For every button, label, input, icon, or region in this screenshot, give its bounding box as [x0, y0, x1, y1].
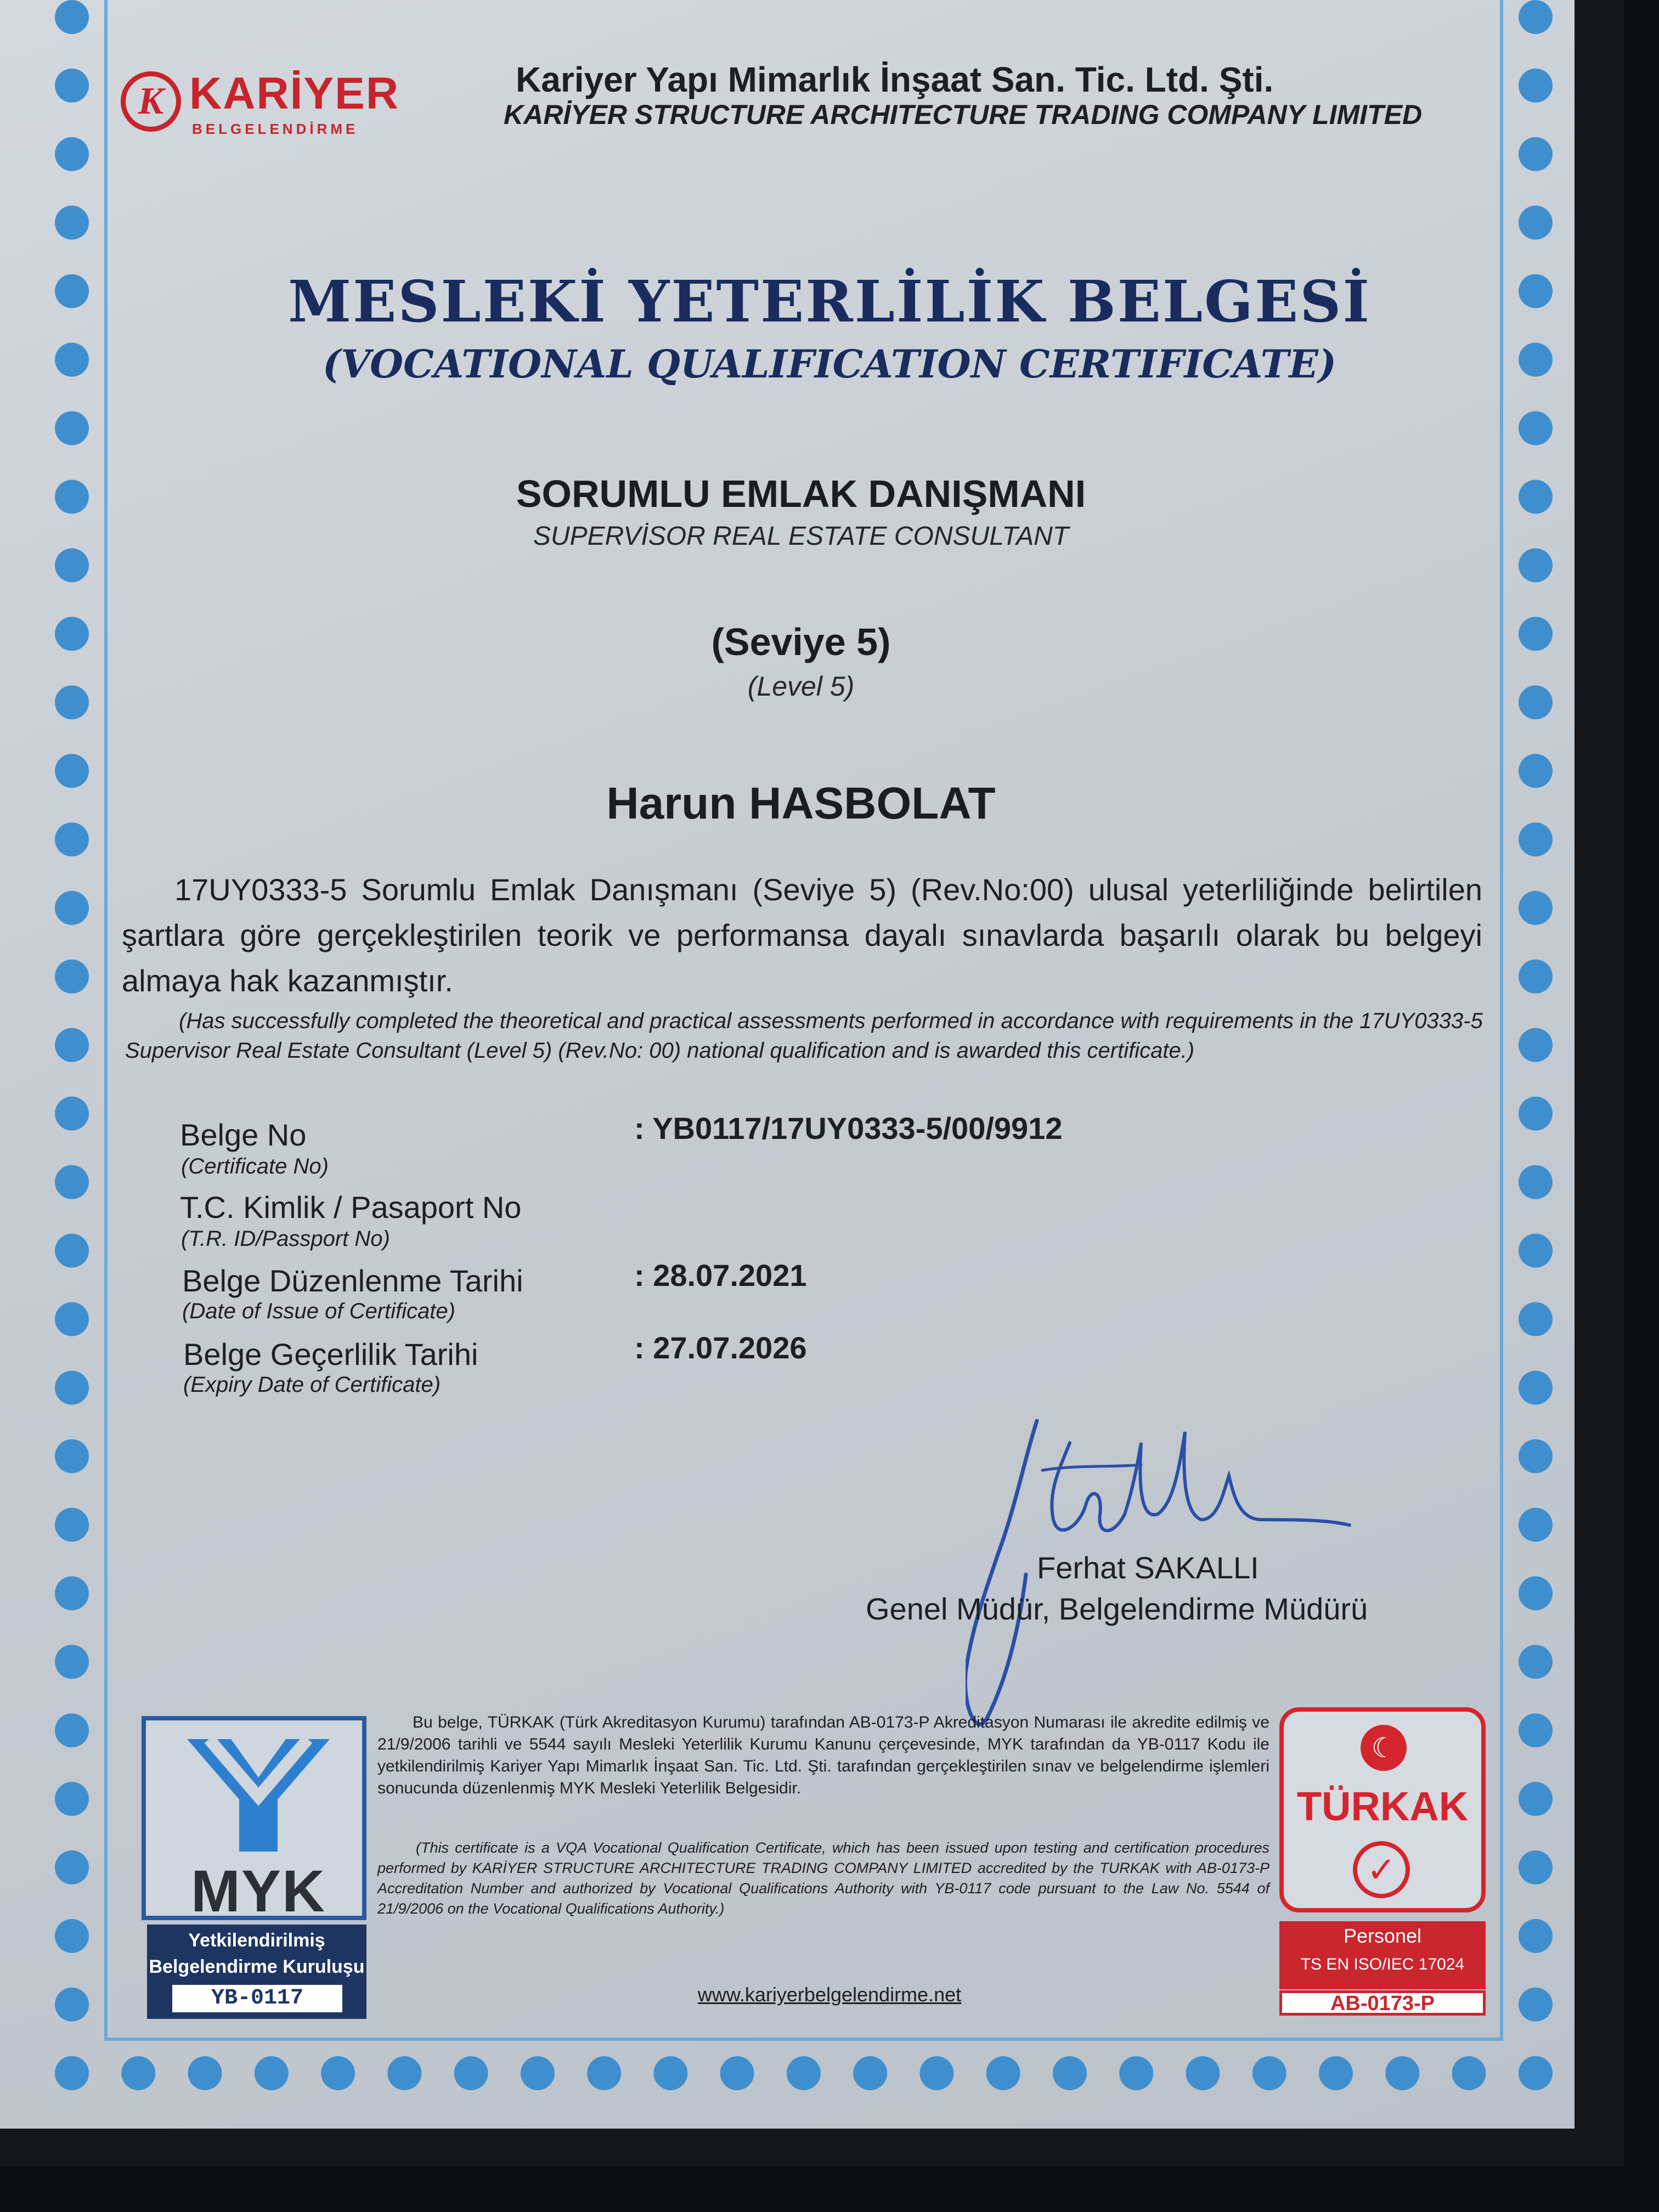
accreditation-en: (This certificate is a VQA Vocational Qualification Certificate, which has been issued upon testing and certification procedures performed by KARİYER STRUCTURE ARCHITECTURE TRADING COMPANY LIMITED accredited by the TURKAK with AB-0173-P Accreditation Number and authorized by Vocational Qualifications Authority with YB-0117 code pursuant to the Law No. 5544 of 21/9/2006 on the Vocational Qualifications Authority.): [377, 1839, 1269, 1917]
certificate-subtitle: (VOCATIONAL QUALIFICATION CERTIFICATE): [322, 341, 1337, 387]
field-sub-expiry-date: (Expiry Date of Certificate): [183, 1373, 441, 1397]
turkak-code: AB-0173-P: [1279, 1990, 1486, 2016]
turkish-flag-icon: ☾: [1361, 1725, 1407, 1771]
field-sub-id-no: (T.R. ID/Passport No): [181, 1227, 390, 1251]
field-label-certificate-no: Belge No: [180, 1118, 307, 1152]
holder-name: Harun HASBOLAT: [606, 778, 996, 828]
field-value-expiry-date: : 27.07.2026: [634, 1330, 807, 1365]
turkak-logo-box: [1279, 1707, 1486, 1912]
myk-code: YB-0117: [172, 1985, 342, 2012]
turkak-word: TÜRKAK: [1296, 1784, 1469, 1829]
field-sub-issue-date: (Date of Issue of Certificate): [182, 1299, 455, 1323]
myk-band-line2: Belgelendirme Kuruluşu: [149, 1956, 365, 1977]
kariyer-logo-word: KARİYER: [189, 69, 400, 119]
accreditation-tr: Bu belge, TÜRKAK (Türk Akreditasyon Kurumu) tarafından AB-0173-P Akreditasyon Numarası ile akredite edilmiş ve 21/9/2006 tarihli ve 5544 sayılı Mesleki Yeterlilik Kurumu Kanunu çerçevesinde, MYK tarafından da YB-0117 Kodu ile yetkilendirilmiş Kariyer Yapı Mimarlık İnşaat San. Tic. Ltd. Şti. tarafından gerçekleştirilen sınav ve belgelendirme işlemleri sonucunda düzenlenmiş MYK Mesleki Yeterlilik Belgesidir.: [377, 1713, 1269, 1797]
myk-logo-icon: [142, 1716, 366, 2019]
turkak-band: [1279, 1921, 1486, 1989]
level-tr: (Seviye 5): [711, 620, 891, 663]
field-label-expiry-date: Belge Geçerlilik Tarihi: [183, 1337, 478, 1372]
field-label-id-no: T.C. Kimlik / Pasaport No: [180, 1190, 522, 1224]
kariyer-logo-icon: [121, 66, 400, 148]
myk-emblem-icon: [176, 1728, 341, 1854]
signer-title: Genel Müdür, Belgelendirme Müdürü: [866, 1592, 1368, 1626]
field-value-certificate-no: : YB0117/17UY0333-5/00/9912: [634, 1111, 1063, 1146]
field-label-issue-date: Belge Düzenlenme Tarihi: [182, 1263, 523, 1298]
myk-band-line1: Yetkilendirilmiş: [188, 1930, 325, 1951]
company-name-tr: Kariyer Yapı Mimarlık İnşaat San. Tic. Ltd. Şti.: [516, 60, 1274, 99]
myk-word: MYK: [191, 1858, 326, 1924]
field-value-issue-date: : 28.07.2021: [634, 1258, 807, 1293]
certificate-title: MESLEKİ YETERLİLİK BELGESİ: [287, 268, 1372, 335]
signer-name: Ferhat SAKALLI: [1037, 1550, 1259, 1585]
checkmark-icon: ✓: [1353, 1841, 1410, 1898]
qualification-name-en: SUPERVİSOR REAL ESTATE CONSULTANT: [533, 522, 1069, 551]
website-link[interactable]: www.kariyerbelgelendirme.net: [697, 1983, 962, 2006]
level-en: (Level 5): [747, 671, 855, 702]
qualification-name-tr: SORUMLU EMLAK DANIŞMANI: [516, 472, 1086, 515]
statement-en: (Has successfully completed the theoretical and practical assessments performed in accordance with requirements in the 17UY0333-5 Supervisor Real Estate Consultant (Level 5) (Rev.No: 00) national qualification and is awarded this certificate.): [125, 1009, 1483, 1063]
turkak-logo-icon: [1279, 1707, 1486, 2015]
field-sub-certificate-no: (Certificate No): [181, 1154, 329, 1178]
company-name-en: KARİYER STRUCTURE ARCHITECTURE TRADING COMPANY LIMITED: [504, 99, 1423, 130]
kariyer-logo-sub: BELGELENDİRME: [192, 121, 359, 137]
myk-logo-box: [142, 1716, 366, 1924]
kariyer-mark: K: [121, 71, 181, 132]
turkak-band-line2: TS EN ISO/IEC 17024: [1300, 1955, 1465, 1973]
statement-tr: 17UY0333-5 Sorumlu Emlak Danışmanı (Seviye 5) (Rev.No:00) ulusal yeterliliğinde belirtilen şartlara göre gerçekleştirilen teorik ve performansa dayalı sınavlarda başarılı olarak bu belgeyi almaya hak kazanmıştır.: [122, 872, 1482, 998]
turkak-band-line1: Personel: [1343, 1925, 1422, 1947]
